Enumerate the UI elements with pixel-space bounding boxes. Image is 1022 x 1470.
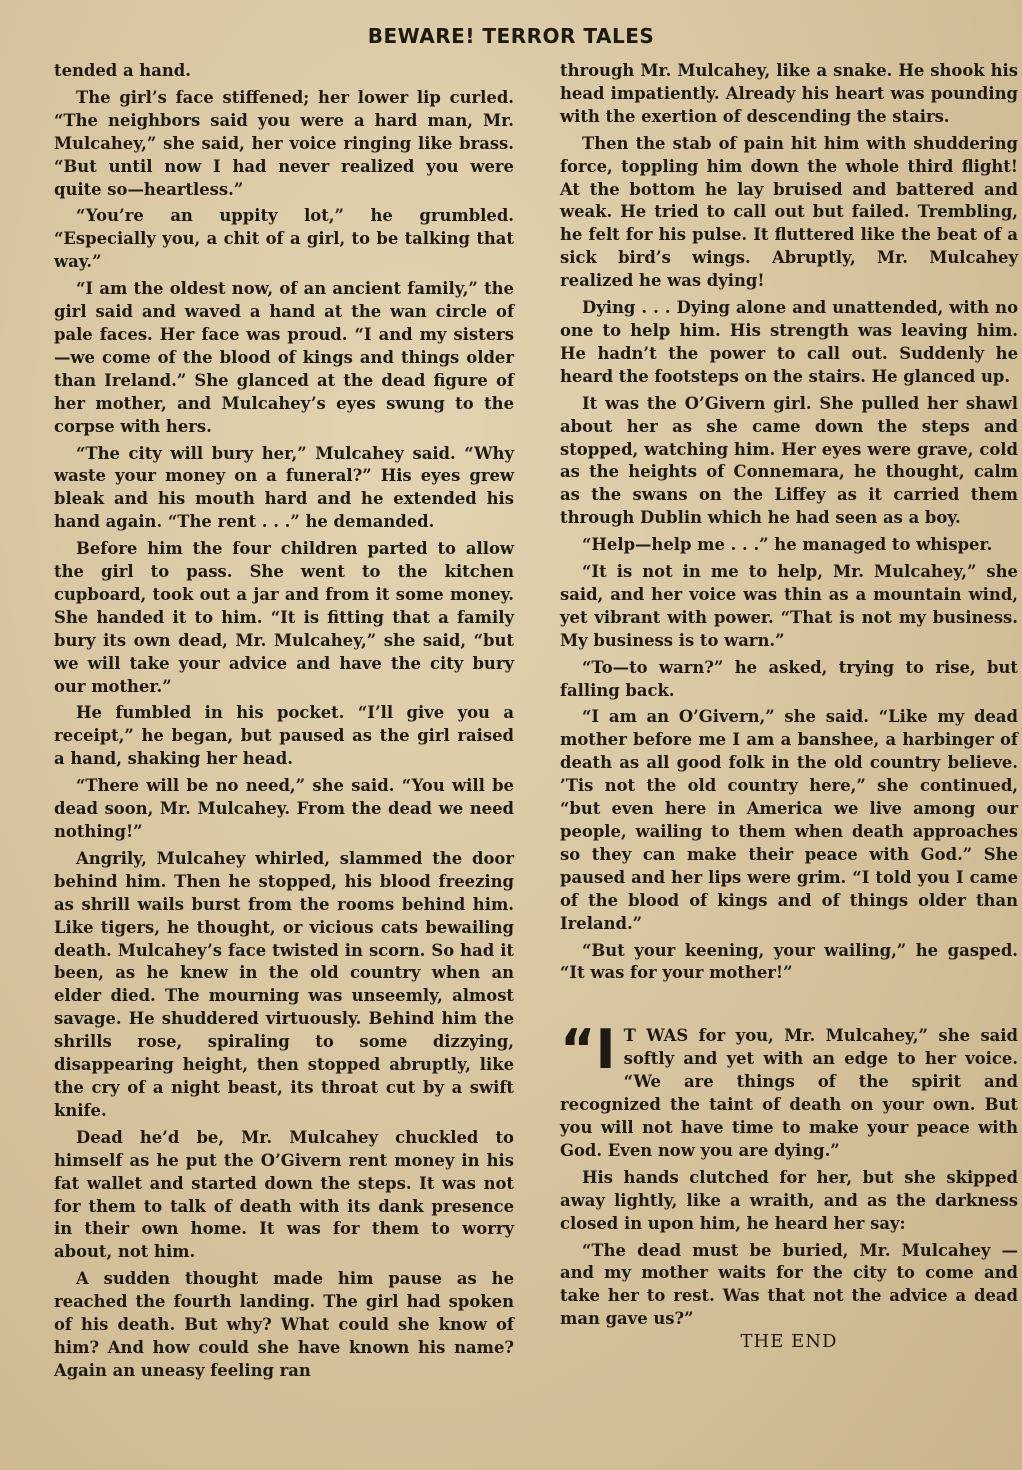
paragraph: Dying . . . Dying alone and unattended, with no one to help him. His strength was leaving him. He hadn’t the power to call out. Suddenly he heard the footsteps on the stairs. He glanced up. — [560, 298, 1018, 386]
paragraph: “But your keening, your wailing,” he gasped. “It was for your mother!” — [560, 940, 1018, 983]
paragraph: “I am the oldest now, of an ancient family,” the girl said and waved a hand at the wan circle of pale faces. Her face was proud. “I and my sisters—we come of the blood of kings and things older than Ireland.” She glanced at the dead figure of her mother, and Mulcahey’s eyes swung to the corpse with hers. — [54, 279, 514, 436]
left-column — [54, 60, 514, 1383]
the-end-label: THE END — [740, 1331, 838, 1353]
page-header: BEWARE! TERROR TALES — [367, 24, 655, 48]
paragraph: “There will be no need,” she said. “You will be dead soon, Mr. Mulcahey. From the dead we need nothing!” — [54, 776, 514, 841]
paragraph: “Help—help me . . .” he managed to whisper. — [582, 535, 993, 555]
paragraph: “It is not in me to help, Mr. Mulcahey,” she said, and her voice was thin as a mountain wind, yet vibrant with power. “That is not my business. My business is to warn.” — [560, 562, 1018, 650]
paragraph: “To—to warn?” he asked, trying to rise, but falling back. — [560, 657, 1018, 700]
paragraph: “The city will bury her,” Mulcahey said. “Why waste your money on a funeral?” His eyes grew bleak and his mouth hard and he extended his hand again. “The rent . . .” he demanded. — [54, 443, 514, 532]
paragraph-text: T WAS for you, Mr. Mulcahey,” she said softly and yet with an edge to her voice. “We are things of the spirit and recognized the taint of death on your own. But you will not have time to make your peace with God. Even now you are dying.” — [560, 1026, 1018, 1160]
paragraph: Dead he’d be, Mr. Mulcahey chuckled to himself as he put the O’Givern rent money in his fat wallet and started down the steps. It was not for them to talk of death with its dank presence in their own home. It was for them to worry about, not him. — [54, 1127, 514, 1262]
paragraph: He fumbled in his pocket. “I’ll give you a receipt,” he began, but paused as the girl raised a hand, shaking her head. — [54, 703, 514, 769]
paragraph: A sudden thought made him pause as he reached the fourth landing. The girl had spoken of his death. But why? What could she know of him? And how could she have known his name? Again an uneasy feeling ran — [54, 1269, 514, 1380]
paragraph: Angrily, Mulcahey whirled, slammed the door behind him. Then he stopped, his blood freezing as shrill wails burst from the rooms behind him. Like tigers, he thought, or vicious cats bewailing death. Mulcahey’s face twisted in scorn. So had it been, as he knew in the old country when an elder died. The mourning was unseemly, almost savage. He shuddered virtuously. Behind him the shrills rose, spiraling to some dizzying, disappearing height, then stopped abruptly, like the cry of a night beast, its throat cut by a swift knife. — [54, 848, 514, 1120]
paragraph: Then the stab of pain hit him with shuddering force, toppling him down the whole third flight! At the bottom he lay bruised and battered and weak. He tried to call out but failed. Trembling, he felt for his pulse. It fluttered like the beat of a sick bird’s wings. Abruptly, Mr. Mulcahey realized he was dying! — [560, 133, 1018, 291]
paragraph: “You’re an uppity lot,” he grumbled. “Especially you, a chit of a girl, to be talking that way.” — [54, 206, 514, 272]
paragraph: The girl’s face stiffened; her lower lip curled. “The neighbors said you were a hard man, Mr. Mulcahey,” she said, her voice ringing like brass. “But until now I had never realized you were quite so—heartless.” — [54, 87, 514, 199]
paragraph: His hands clutched for her, but she skipped away lightly, like a wraith, and as the darkness closed in upon him, he heard her say: — [560, 1167, 1018, 1233]
paragraph: Before him the four children parted to allow the girl to pass. She went to the kitchen cupboard, took out a jar and from it some money. She handed it to him. “It is fitting that a family bury its own dead, Mr. Mulcahey,” she said, “but we will take your advice and have the city bury our mother.” — [54, 539, 514, 696]
paragraph: It was the O’Givern girl. She pulled her shawl about her as she came down the steps and stopped, watching him. Her eyes were grave, cold as the heights of Connemara, he thought, calm as the swans on the Liffey as it carried them through Dublin which he had seen as a boy. — [560, 393, 1018, 528]
paragraph: through Mr. Mulcahey, like a snake. He shook his head impatiently. Already his heart was pounding with the exertion of descending the stairs. — [560, 61, 1018, 126]
paragraph: “The dead must be buried, Mr. Mulcahey — and my mother waits for the city to come and take her to rest. Was that not the advice a dead man gave us?” — [560, 1240, 1018, 1329]
drop-cap: “I — [560, 1018, 616, 1082]
dropcap-paragraph — [560, 1018, 1018, 1162]
paragraph: tended a hand. — [54, 61, 191, 80]
right-column — [560, 60, 1018, 1354]
paragraph: “I am an O’Givern,” she said. “Like my dead mother before me I am a banshee, a harbinger of death as all good folk in the old country believe. ’Tis not the old country here,” she continued, “but even here in America we live among our people, wailing to them when death approaches so they can make their peace with God.” She paused and her lips were grim. “I told you I came of the blood of kings and of things older than Ireland.” — [560, 707, 1018, 933]
